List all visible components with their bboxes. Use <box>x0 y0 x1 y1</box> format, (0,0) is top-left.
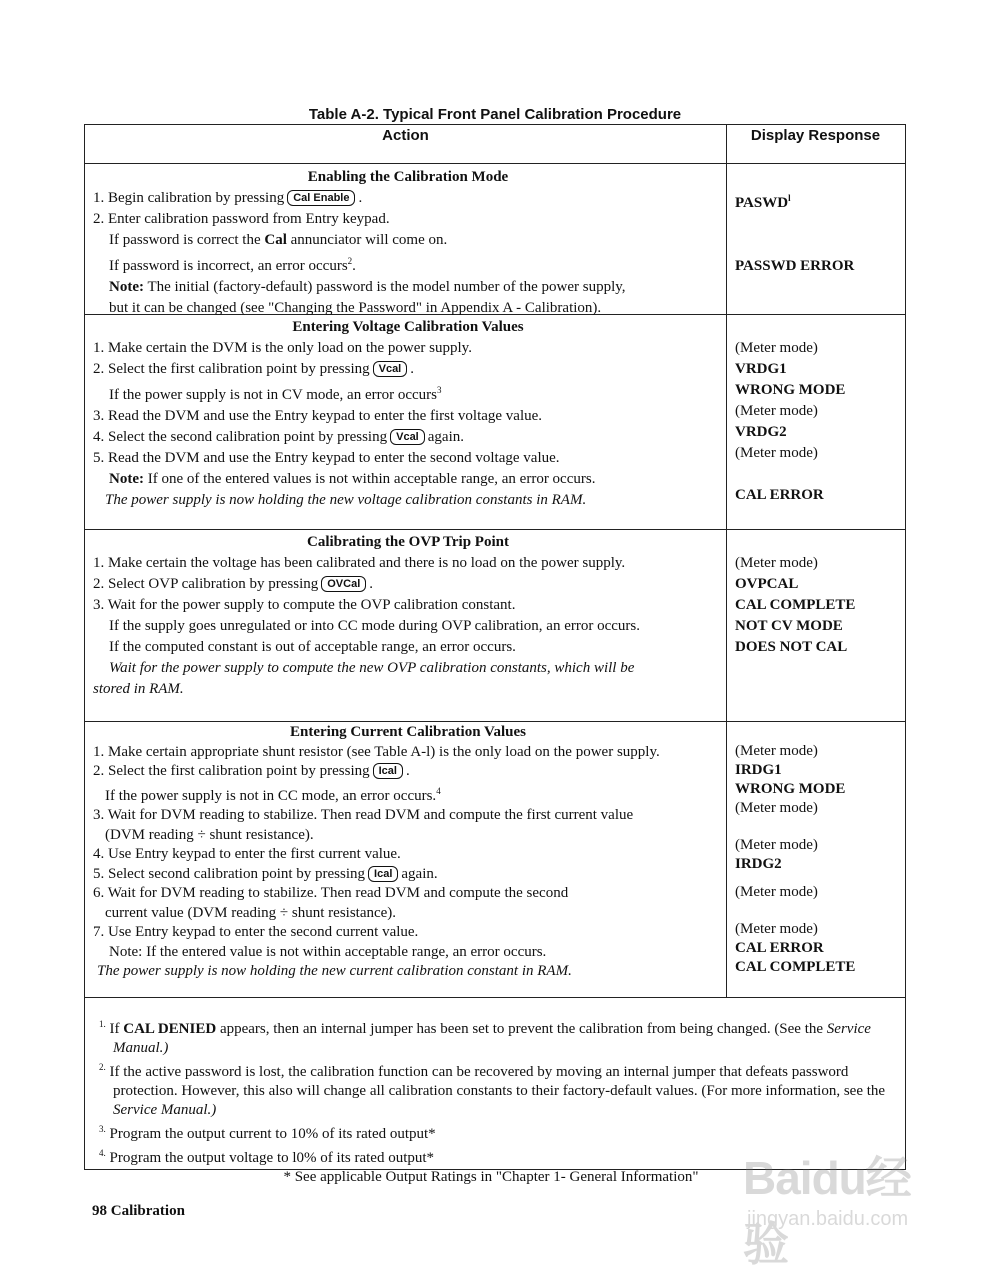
section-voltage-calibration <box>93 317 723 511</box>
note: but it can be changed (see "Changing the Password" in Appendix A - Calibration). <box>109 300 602 316</box>
note: Note: If one of the entered values is not within acceptable range, an error occurs. <box>109 471 596 487</box>
response-ovp-calibration <box>735 553 900 658</box>
response-value: (Meter mode) <box>735 884 818 900</box>
step-detail: current value (DVM reading ÷ shunt resistance). <box>105 904 397 921</box>
footnote: $^{2.}$ If the active password is lost, the calibration function can be recovered by moving an internal jumper that defeats password protection. However, this also will change all calibration constants to their factory-default values. (For more information, see the Service Manual.) <box>99 1062 886 1118</box>
response-value: (Meter mode) <box>735 403 818 419</box>
watermark-url: jingyan.baidu.com <box>747 1208 909 1230</box>
response-value: VRDG2 <box>735 424 787 440</box>
row-divider <box>85 997 905 998</box>
footnote: $^{1.}$ If CAL DENIED appears, then an internal jumper has been set to prevent the calibration from being changed. (See the Service Manual.) <box>99 1019 871 1056</box>
step-detail: If the power supply is not in CV mode, an error occurs$^3$ <box>109 385 442 403</box>
note: stored in RAM. <box>93 681 184 697</box>
step-detail: If password is correct the Cal annunciator will come on. <box>109 232 448 248</box>
response-value: (Meter mode) <box>735 921 818 937</box>
step: 3. Wait for the power supply to compute the OVP calibration constant. <box>93 597 516 613</box>
step-detail: (DVM reading ÷ shunt resistance). <box>105 826 314 843</box>
table-title: Table A-2. Typical Front Panel Calibration Procedure <box>308 106 682 123</box>
step: 4. Use Entry keypad to enter the first current value. <box>93 846 401 862</box>
step: 1. Make certain the DVM is the only load on the power supply. <box>93 340 472 356</box>
step-detail: If the supply goes unregulated or into CC mode during OVP calibration, an error occurs. <box>109 618 640 634</box>
response-value: WRONG MODE <box>735 382 846 398</box>
step: 2. Enter calibration password from Entry keypad. <box>93 211 390 227</box>
section-heading: Enabling the Calibration Mode <box>307 169 509 185</box>
response-value: IRDG1 <box>735 762 782 778</box>
ical-key-icon: Ical <box>373 763 403 779</box>
response-value: CAL ERROR <box>735 940 824 956</box>
step: 7. Use Entry keypad to enter the second current value. <box>93 924 419 940</box>
response-value: CAL COMPLETE <box>735 597 856 613</box>
section-current-calibration <box>93 723 723 982</box>
response-voltage-calibration <box>735 338 900 506</box>
step: 2. Select the first calibration point by pressing Vcal . <box>93 361 414 377</box>
response-value: DOES NOT CAL <box>735 639 848 655</box>
step-detail: If password is incorrect, an error occurs$^2$. <box>109 256 356 274</box>
response-value: VRDG1 <box>735 361 787 377</box>
header-display-response: Display Response <box>750 127 881 144</box>
footnote: $^{4.}$ Program the output voltage to l0% of its rated output* <box>99 1148 435 1166</box>
ical-key-icon: Ical <box>368 866 398 882</box>
step: 5. Select second calibration point by pressing Ical again. <box>93 865 438 882</box>
response-value: IRDG2 <box>735 856 782 872</box>
response-value: (Meter mode) <box>735 800 818 816</box>
vcal-key-icon: Vcal <box>373 361 408 377</box>
response-enable-calibration <box>735 188 900 277</box>
step: 5. Read the DVM and use the Entry keypad to enter the second voltage value. <box>93 450 560 466</box>
response-value: NOT CV MODE <box>735 618 843 634</box>
response-value: (Meter mode) <box>735 445 818 461</box>
response-value: (Meter mode) <box>735 743 818 759</box>
note: Note: The initial (factory-default) password is the model number of the power supply, <box>109 279 626 295</box>
watermark <box>743 1142 933 1270</box>
step: 1. Make certain appropriate shunt resistor (see Table A-l) is the only load on the power supply. <box>93 743 660 760</box>
response-value: (Meter mode) <box>735 555 818 571</box>
column-divider <box>726 125 727 997</box>
watermark-logo: Baidu经验 <box>743 1152 911 1270</box>
section-ovp-calibration <box>93 532 723 700</box>
step: 3. Wait for DVM reading to stabilize. Then read DVM and compute the first current value <box>93 807 634 823</box>
response-value: OVPCAL <box>735 576 799 592</box>
output-ratings-note: * See applicable Output Ratings in "Chapter 1- General Information" <box>283 1169 699 1185</box>
step: 2. Select the first calibration point by pressing Ical . <box>93 763 410 779</box>
response-value: (Meter mode) <box>735 340 818 356</box>
step-detail: If the computed constant is out of acceptable range, an error occurs. <box>109 639 516 655</box>
footnote: $^{3.}$ Program the output current to 10% of its rated output* <box>99 1124 436 1142</box>
response-value: WRONG MODE <box>735 781 846 797</box>
header-action: Action <box>382 127 429 144</box>
row-divider <box>85 163 905 164</box>
step: 1. Make certain the voltage has been calibrated and there is no load on the power supply. <box>93 555 626 571</box>
response-value: PASWD$^l$ <box>735 193 791 211</box>
note: The power supply is now holding the new current calibration constant in RAM. <box>97 963 572 979</box>
step: 1. Begin calibration by pressing Cal Enable . <box>93 190 363 206</box>
calibration-table <box>84 124 906 1185</box>
vcal-key-icon: Vcal <box>390 429 425 445</box>
step: 2. Select OVP calibration by pressing OVCal . <box>93 576 373 592</box>
note: Wait for the power supply to compute the new OVP calibration constants, which will be <box>109 660 635 676</box>
page-footer: 98 Calibration <box>92 1203 185 1219</box>
cal-enable-key-icon: Cal Enable <box>287 190 355 206</box>
step: 3. Read the DVM and use the Entry keypad to enter the first voltage value. <box>93 408 543 424</box>
response-value: (Meter mode) <box>735 837 818 853</box>
section-enable-calibration <box>93 167 723 319</box>
ovcal-key-icon: OVCal <box>321 576 366 592</box>
response-current-calibration <box>735 742 900 977</box>
section-heading: Calibrating the OVP Trip Point <box>307 534 509 550</box>
step-detail: If the power supply is not in CC mode, an error occurs.$^4$ <box>105 785 441 804</box>
step: 4. Select the second calibration point by pressing Vcal again. <box>93 429 464 445</box>
response-value: PASSWD ERROR <box>735 258 855 274</box>
section-heading: Entering Current Calibration Values <box>290 724 526 740</box>
step: 6. Wait for DVM reading to stabilize. Then read DVM and compute the second <box>93 885 569 901</box>
note: The power supply is now holding the new voltage calibration constants in RAM. <box>105 492 587 508</box>
row-divider <box>85 721 905 722</box>
row-divider <box>85 529 905 530</box>
section-heading: Entering Voltage Calibration Values <box>292 319 524 335</box>
response-value: CAL COMPLETE <box>735 959 856 975</box>
note: Note: If the entered value is not within acceptable range, an error occurs. <box>109 943 547 960</box>
response-value: CAL ERROR <box>735 487 824 503</box>
